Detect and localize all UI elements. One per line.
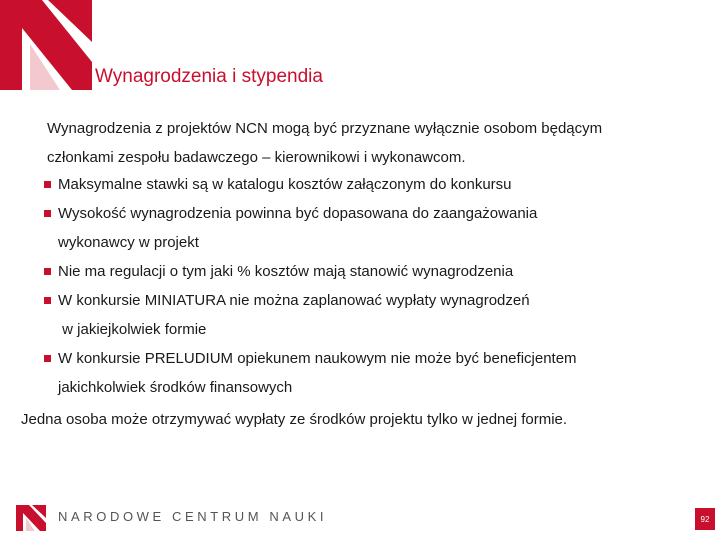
bullet-item (43, 199, 703, 257)
intro-line: członkami zespołu badawczego – kierownikowi i wykonawcom. (47, 149, 466, 166)
slide-title: Wynagrodzenia i stypendia (95, 66, 323, 87)
footer-org-name: NARODOWE CENTRUM NAUKI (58, 509, 328, 524)
page-number: 92 (700, 514, 710, 524)
bullet-text: W konkursie MINIATURA nie można zaplanować wypłaty wynagrodzeń (58, 292, 530, 309)
bullet-text: W konkursie PRELUDIUM opiekunem naukowym nie może być beneficjentem (58, 350, 577, 367)
bullet-text: Maksymalne stawki są w katalogu kosztów załączonym do konkursu (58, 176, 512, 193)
intro-paragraph (47, 114, 707, 172)
bullet-item (43, 170, 703, 199)
bullet-text: Nie ma regulacji o tym jaki % kosztów mają stanowić wynagrodzenia (58, 263, 514, 280)
bullet-square-icon (44, 210, 51, 217)
ncn-logo-icon (0, 0, 92, 90)
bullet-square-icon (44, 297, 51, 304)
ncn-footer-logo-icon (16, 505, 46, 531)
closing-statement: Jedna osoba może otrzymywać wypłaty ze środków projektu tylko w jednej formie. (21, 411, 568, 428)
bullet-square-icon (44, 268, 51, 275)
bullet-text-continued: w jakiejkolwiek formie (58, 321, 207, 338)
page-number-badge (695, 508, 715, 530)
bullet-item (43, 286, 703, 344)
bullet-square-icon (44, 355, 51, 362)
bullet-item (43, 344, 703, 402)
intro-line: Wynagrodzenia z projektów NCN mogą być przyznane wyłącznie osobom będącym (47, 120, 603, 137)
bullet-text-continued: jakichkolwiek środków finansowych (58, 379, 293, 396)
bullet-text: Wysokość wynagrodzenia powinna być dopasowana do zaangażowania (58, 205, 538, 222)
bullet-item (43, 257, 703, 286)
bullet-square-icon (44, 181, 51, 188)
bullet-list (43, 170, 703, 402)
bullet-text-continued: wykonawcy w projekt (58, 234, 199, 251)
